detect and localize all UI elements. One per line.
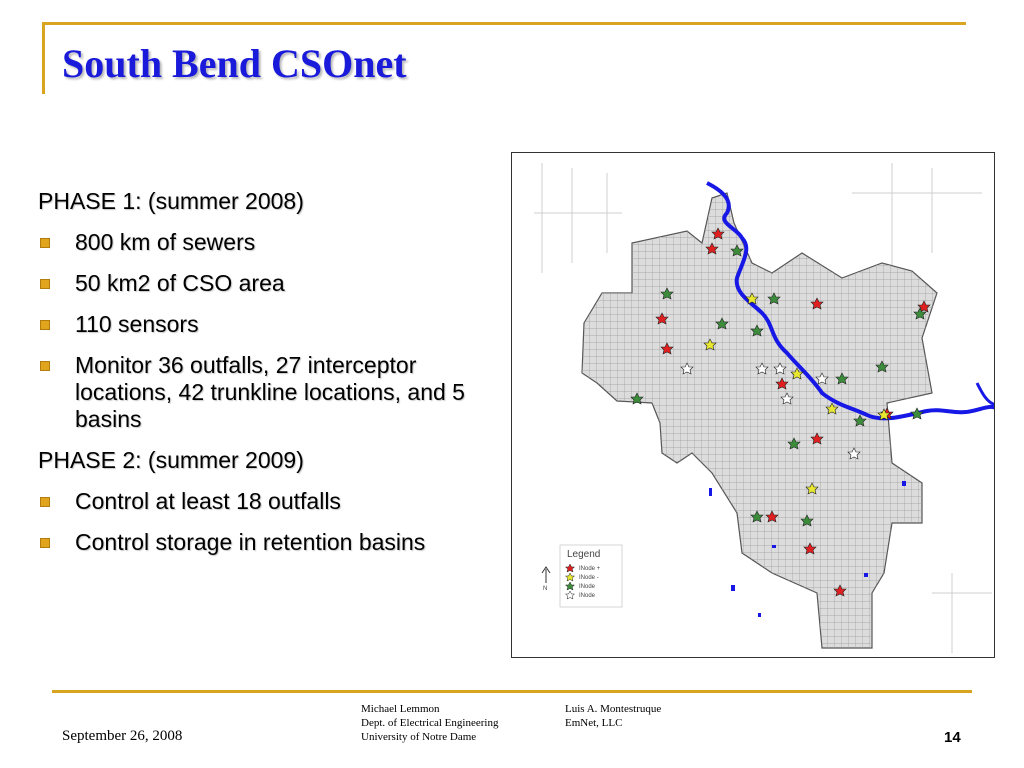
bullet-square-icon xyxy=(40,238,50,248)
north-arrow-icon xyxy=(542,567,550,583)
slide-title: South Bend CSOnet xyxy=(62,41,407,86)
legend-item: INode + xyxy=(579,566,601,572)
north-label: N xyxy=(543,586,548,592)
slide-body xyxy=(38,188,508,570)
bullet-item: 110 sensors xyxy=(38,311,508,338)
footer-author-right: Luis A. Montestruque EmNet, LLC xyxy=(565,703,662,729)
bullet-square-icon xyxy=(40,279,50,289)
legend-item: INode xyxy=(579,593,596,599)
bullet-item: Monitor 36 outfalls, 27 interceptor locations, 42 trunkline locations, and 5 basins xyxy=(38,352,508,433)
sewer-network-map xyxy=(511,152,995,658)
map-image xyxy=(512,153,995,658)
title-accent-bar xyxy=(42,22,45,94)
bullet-square-icon xyxy=(40,497,50,507)
legend-item: INode xyxy=(579,584,596,590)
footer-author-left: Michael Lemmon Dept. of Electrical Engineering University of Notre Dame xyxy=(361,703,499,743)
legend-title: Legend xyxy=(567,549,601,560)
bullet-item: Control at least 18 outfalls xyxy=(38,488,508,515)
bullet-square-icon xyxy=(40,320,50,330)
bullet-square-icon xyxy=(40,361,50,371)
phase2-heading: PHASE 2: (summer 2009) xyxy=(38,447,304,473)
title-accent-rule xyxy=(42,22,966,25)
bullet-item: Control storage in retention basins xyxy=(38,529,508,556)
footer-accent-rule xyxy=(52,690,972,693)
legend-item: INode - xyxy=(579,575,599,581)
bullet-item: 50 km2 of CSO area xyxy=(38,270,508,297)
bullet-item: 800 km of sewers xyxy=(38,229,508,256)
footer-date: September 26, 2008 xyxy=(62,728,183,744)
bullet-square-icon xyxy=(40,538,50,548)
phase1-heading: PHASE 1: (summer 2008) xyxy=(38,188,304,214)
page-number: 14 xyxy=(944,729,961,746)
